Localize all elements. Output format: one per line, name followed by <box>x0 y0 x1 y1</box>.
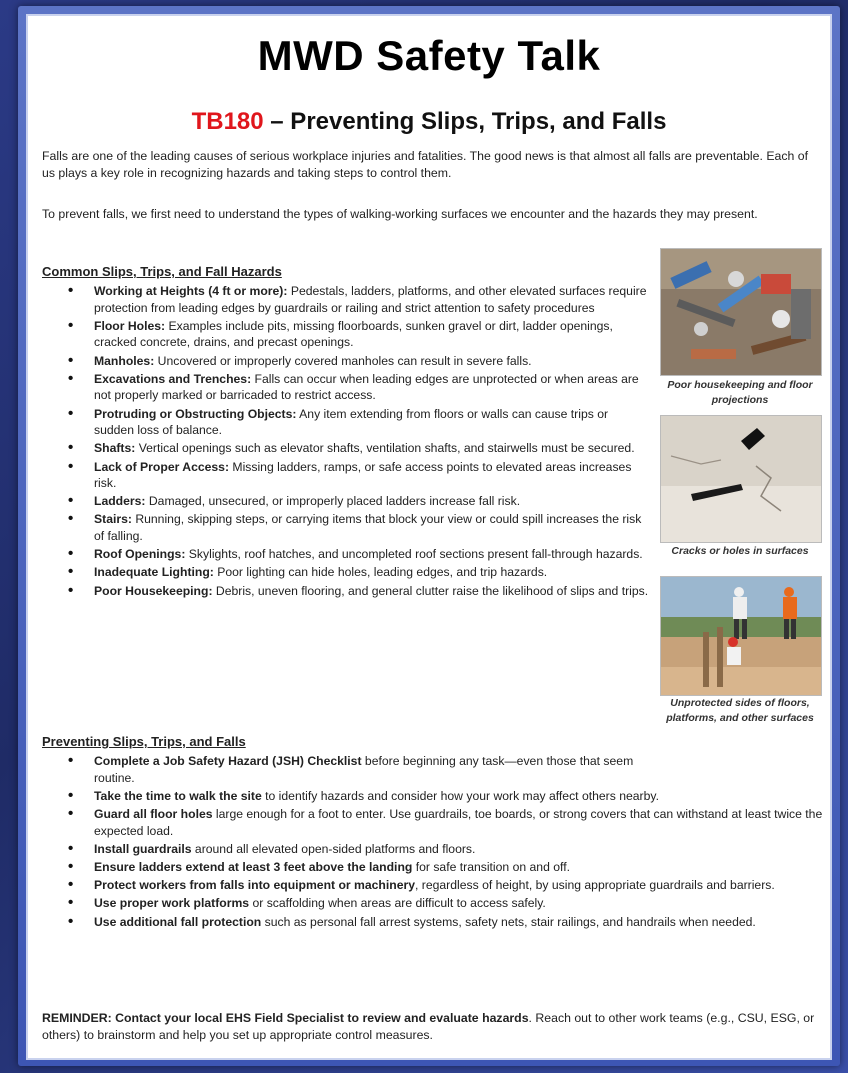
talk-code: TB180 <box>191 108 264 135</box>
unprotected-sides-photo <box>660 576 822 696</box>
reminder-paragraph <box>42 1010 822 1044</box>
page-title: MWD Safety Talk <box>257 32 601 79</box>
preventing-heading: Preventing Slips, Trips, and Falls <box>42 734 246 749</box>
list-item: • Manholes: Uncovered or improperly covered manholes can result in severe falls. <box>68 353 650 370</box>
list-item: • Complete a Job Safety Hazard (JSH) Checklist before beginning any task—even those that seem routine. <box>68 753 642 786</box>
list-item: • Install guardrails around all elevated open-sided platforms and floors. <box>68 841 828 858</box>
reminder-text: . Reach out to other work teams (e.g., CSU, ESG, or others) to brainstorm and help you set up appropriate control measures. <box>42 1011 815 1042</box>
page-subtitle <box>28 108 830 136</box>
list-item: • Protruding or Obstructing Objects: Any item extending from floors or walls can cause trips or sudden loss of balance. <box>68 406 650 439</box>
list-item: • Poor Housekeeping: Debris, uneven flooring, and general clutter raise the likelihood of slips and trips. <box>68 583 650 600</box>
intro-paragraph-2: To prevent falls, we first need to understand the types of walking-working surfaces we encounter and the hazards they may present. <box>42 207 758 221</box>
caption-housekeeping: Poor housekeeping and floor projections <box>667 379 813 406</box>
list-item: • Use proper work platforms or scaffolding when areas are difficult to access safely. <box>68 895 828 912</box>
list-item: • Guard all floor holes large enough for a foot to enter. Use guardrails, toe boards, or strong covers that can withstand at least twice the expected load. <box>68 806 828 839</box>
caption-cracks: Cracks or holes in surfaces <box>671 545 809 557</box>
list-item: • Roof Openings: Skylights, roof hatches, and uncompleted roof sections present fall-through hazards. <box>68 546 650 563</box>
list-item: • Floor Holes: Examples include pits, missing floorboards, sunken gravel or dirt, ladder openings, cracked concrete, drains, and precast openings. <box>68 318 650 351</box>
list-item: • Use additional fall protection such as personal fall arrest systems, safety nets, stair railings, and handrails when needed. <box>68 914 828 931</box>
list-item: • Working at Heights (4 ft or more): Pedestals, ladders, platforms, and other elevated surfaces require protection from leading edges by guardrails or railing and strict attention to safety procedures <box>68 283 650 316</box>
reminder-bold: REMINDER: Contact your local EHS Field Specialist to review and evaluate hazards <box>42 1011 529 1025</box>
list-item: • Ladders: Damaged, unsecured, or improperly placed ladders increase fall risk. <box>68 493 650 510</box>
list-item: • Excavations and Trenches: Falls can occur when leading edges are unprotected or when areas are not properly marked or barricaded to restrict access. <box>68 371 650 404</box>
intro-paragraph-1: Falls are one of the leading causes of serious workplace injuries and fatalities. The good news is that almost all falls are preventable. Each of us plays a key role in recognizing hazards and taking steps to control them. <box>42 149 809 180</box>
caption-unprotected: Unprotected sides of floors, platforms, and other surfaces <box>666 697 814 724</box>
preventing-list <box>68 753 828 932</box>
list-item: • Inadequate Lighting: Poor lighting can hide holes, leading edges, and trip hazards. <box>68 564 650 581</box>
list-item: • Stairs: Running, skipping steps, or carrying items that block your view or could spill increases the risk of falling. <box>68 511 650 544</box>
housekeeping-photo <box>660 248 822 376</box>
list-item: • Protect workers from falls into equipment or machinery, regardless of height, by using appropriate guardrails and barriers. <box>68 877 828 894</box>
subtitle-text: – Preventing Slips, Trips, and Falls <box>263 108 667 135</box>
hazards-list <box>68 283 650 601</box>
list-item: • Ensure ladders extend at least 3 feet above the landing for safe transition on and off. <box>68 859 828 876</box>
document-page <box>26 14 832 1060</box>
list-item: • Lack of Proper Access: Missing ladders, ramps, or safe access points to elevated areas increases risk. <box>68 459 650 492</box>
hazards-heading: Common Slips, Trips, and Fall Hazards <box>42 264 282 279</box>
list-item: • Take the time to walk the site to identify hazards and consider how your work may affect others nearby. <box>68 788 828 805</box>
cracks-photo <box>660 415 822 543</box>
list-item: • Shafts: Vertical openings such as elevator shafts, ventilation shafts, and stairwells must be secured. <box>68 440 650 457</box>
